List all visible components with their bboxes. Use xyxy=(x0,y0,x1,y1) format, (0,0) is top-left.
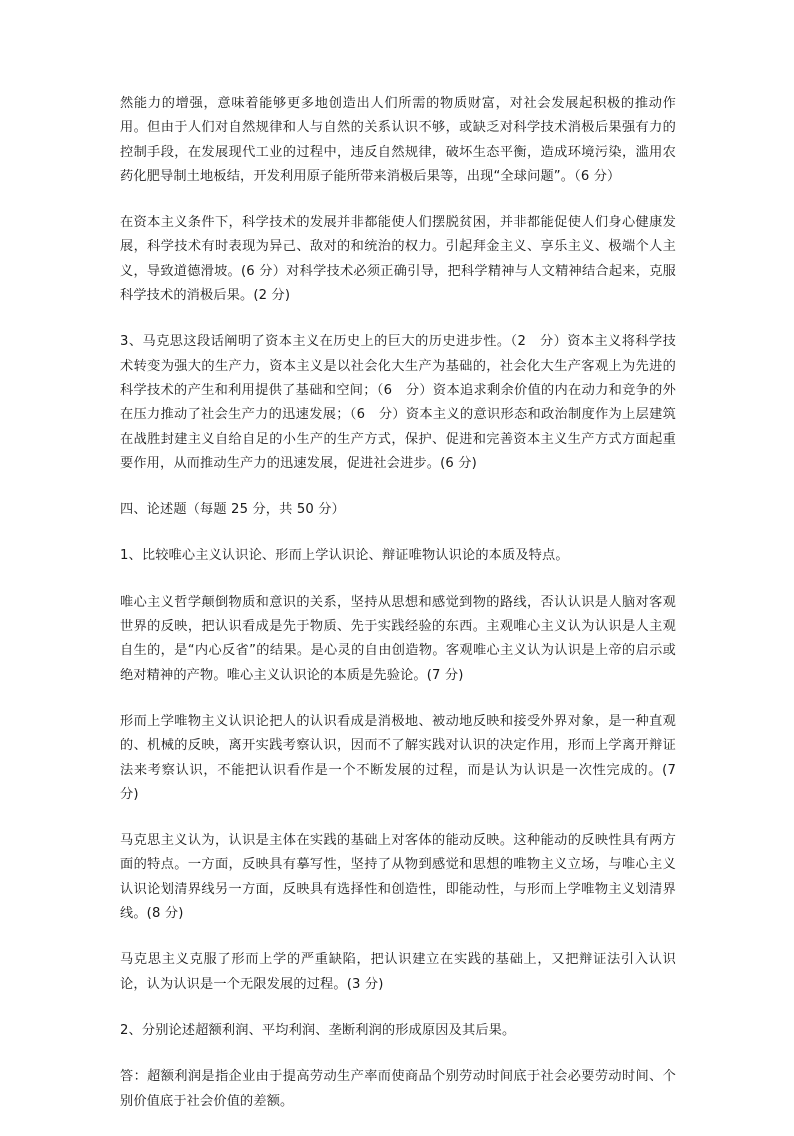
question-2: 2、分别论述超额利润、平均利润、垄断利润的形成原因及其后果。 xyxy=(120,1022,516,1038)
paragraph-capitalism-tech: 在资本主义条件下，科学技术的发展并非都能使人们摆脱贫困，并非都能促使人们身心健康发展，科学技术有时表现为异己、敌对的和统治的权力。引起拜金主义、享乐主义、极端个人主义，导致道德滑坡。(6 分）对科学技术必须正确引导，把科学精神与人文精神结合起来，克服科学技术的消极后果。(2 分) xyxy=(120,215,676,304)
document-page xyxy=(120,92,676,1136)
paragraph-marxism: 马克思主义认为，认识是主体在实践的基础上对客体的能动反映。这种能动的反映性具有两方面的特点。一方面，反映具有摹写性，坚持了从物到感觉和思想的唯物主义立场，与唯心主义认识论划清界线另一方面，反映具有选择性和创造性，即能动性，与形而上学唯物主义划清界线。(8 分) xyxy=(120,833,676,922)
question-1: 1、比较唯心主义认识论、形而上学认识论、辩证唯物认识论的本质及特点。 xyxy=(120,548,569,564)
paragraph-metaphysics: 形而上学唯物主义认识论把人的认识看成是消极地、被动地反映和接受外界对象，是一种直观的、机械的反映，离开实践考察认识，因而不了解实践对认识的决定作用，形而上学离开辩证法来考察认识，不能把认识看作是一个不断发展的过程，而是认为认识是一次性完成的。(7 分) xyxy=(120,713,676,802)
answer-excess-profit: 答：超额利润是指企业由于提高劳动生产率而使商品个别劳动时间底于社会必要劳动时间、个别价值底于社会价值的差额。 xyxy=(120,1069,676,1109)
section-heading-essay: 四、论述题（每题 25 分，共 50 分） xyxy=(120,502,345,518)
paragraph-marx-progress: 3、马克思这段话阐明了资本主义在历史上的巨大的历史进步性。（2 分）资本主义将科学技术转变为强大的生产力，资本主义是以社会化大生产为基础的，社会化大生产客观上为先进的科学技术的产生和利用提供了基础和空间；（6 分）资本追求剩余价值的内在动力和竞争的外在压力推动了社会生产力的迅速发展；（6 分）资本主义的意识形态和政治制度作为上层建筑在战胜封建主义自给自足的小生产的生产方式，保护、促进和完善资本主义生产方式方面起重要作用，从而推动生产力的迅速发展，促进社会进步。(6 分) xyxy=(120,334,676,471)
paragraph-tech-environment: 然能力的增强，意味着能够更多地创造出人们所需的物质财富，对社会发展起积极的推动作用。但由于人们对自然规律和人与自然的关系认识不够，或缺乏对科学技术消极后果强有力的控制手段，在发展现代工业的过程中，违反自然规律，破坏生态平衡，造成环境污染，滥用农药化肥导制土地板结，开发利用原子能所带来消极后果等，出现“全球问题”。（6 分） xyxy=(120,96,676,184)
paragraph-marxism-summary: 马克思主义克服了形而上学的严重缺陷，把认识建立在实践的基础上，又把辩证法引入认识论，认为认识是一个无限发展的过程。(3 分) xyxy=(120,952,676,992)
paragraph-idealism: 唯心主义哲学颠倒物质和意识的关系，坚持从思想和感觉到物的路线，否认认识是人脑对客观世界的反映，把认识看成是先于物质、先于实践经验的东西。主观唯心主义认为认识是人主观自生的，是“内心反省”的结果。是心灵的自由创造物。客观唯心主义认为认识是上帝的启示或绝对精神的产物。唯心主义认识论的本质是先验论。(7 分) xyxy=(120,594,676,683)
